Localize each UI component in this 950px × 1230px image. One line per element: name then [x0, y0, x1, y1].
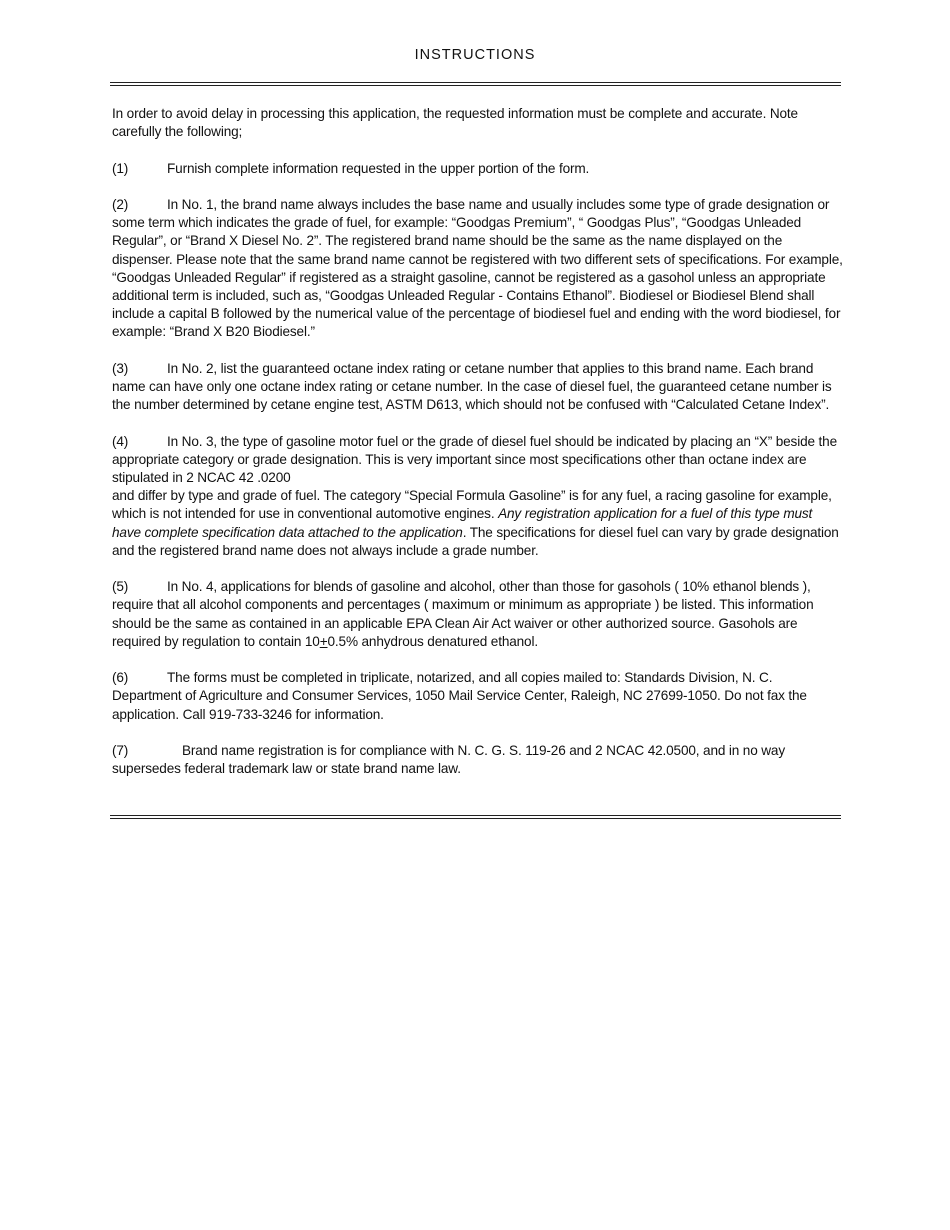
item-text-part-c: . The specifications for diesel fuel can vary by grade designation and the registered brand name does not always include a grade number.: [112, 524, 839, 558]
item-text: Furnish complete information requested in the upper portion of the form.: [167, 160, 590, 176]
item-text-part-b: 0.5% anhydrous denatured ethanol.: [327, 633, 538, 649]
bottom-double-rule: [110, 815, 841, 819]
item-number: (6): [112, 670, 129, 686]
instruction-item-2: [112, 196, 844, 342]
item-number: (5): [112, 579, 129, 595]
item-text: In No. 1, the brand name always includes the base name and usually includes some type of grade designation or some term which indicates the grade of fuel, for example: “Goodgas Premium”, “ Goodgas Plus”, “Goodgas Unleaded Regular”, or “Brand X Diesel No. 2”. The registered brand name should be the same as the name displayed on the dispenser. Please note that the same brand name cannot be registered with two different sets of specifications. For example, “Goodgas Unleaded Regular” if registered as a straight gasoline, cannot be registered as a gasohol unless an appropriate additional term is included, such as, “Goodgas Unleaded Regular - Contains Ethanol”. Biodiesel or Biodiesel Blend shall include a capital B followed by the numerical value of the percentage of biodiesel fuel and ending with the word biodiesel, for example: “Brand X B20 Biodiesel.”: [112, 196, 843, 340]
item-text-part-a: In No. 4, applications for blends of gasoline and alcohol, other than those for gasohols ( 10% ethanol blends ), require that all alcohol components and percentages ( maximum or minimum as appropriate ) be listed. This information should be the same as contained in an applicable EPA Clean Air Act waiver or other authorized source. Gasohols are required by regulation to contain 10: [112, 579, 814, 649]
instruction-item-5: [112, 578, 844, 651]
item-text-part-a: In No. 3, the type of gasoline motor fuel or the grade of diesel fuel should be indicated by placing an “X” beside the appropriate category or grade designation. This is very important since most specifications other than octane index are stipulated in 2 NCAC 42 .0200: [112, 433, 837, 485]
instruction-item-6: [112, 669, 844, 724]
intro-paragraph: In order to avoid delay in processing this application, the requested information must be complete and accurate. Note carefully the following;: [112, 106, 798, 140]
item-number: (1): [112, 160, 129, 176]
item-text-italic-notice: Any registration application for a fuel of this type must have complete specification data attached to the application: [112, 506, 813, 540]
item-text: Brand name registration is for compliance with N. C. G. S. 119-26 and 2 NCAC 42.0500, and in no way supersedes federal trademark law or state brand name law.: [112, 743, 785, 777]
item-text: The forms must be completed in triplicate, notarized, and all copies mailed to: Standards Division, N. C. Department of Agriculture and Consumer Services, 1050 Mail Service Center, Raleigh, NC 27699-1050. Do not fax the application. Call 919-733-3246 for information.: [112, 670, 807, 722]
item-number: (2): [112, 196, 129, 212]
instruction-item-1: [112, 160, 844, 178]
item-number: (4): [112, 433, 129, 449]
instruction-item-3: [112, 360, 844, 415]
item-text: In No. 2, list the guaranteed octane index rating or cetane number that applies to this brand name. Each brand name can have only one octane index rating or cetane number. In the case of diesel fuel, the guaranteed cetane number is the number determined by cetane engine test, ASTM D613, which should not be confused with “Calculated Cetane Index”.: [112, 360, 832, 413]
top-double-rule: [110, 82, 841, 86]
instruction-item-7: [112, 742, 844, 778]
plus-minus-symbol: +: [319, 633, 328, 649]
item-text-part-b: and differ by type and grade of fuel. The category “Special Formula Gasoline” is for any fuel, a racing gasoline for example, which is not intended for use in conventional automotive engines.: [112, 488, 832, 522]
page-title: INSTRUCTIONS: [414, 47, 536, 63]
item-number: (7): [112, 743, 129, 758]
item-number: (3): [112, 360, 129, 376]
instruction-item-4: [112, 433, 844, 560]
instructions-body: [112, 105, 844, 797]
